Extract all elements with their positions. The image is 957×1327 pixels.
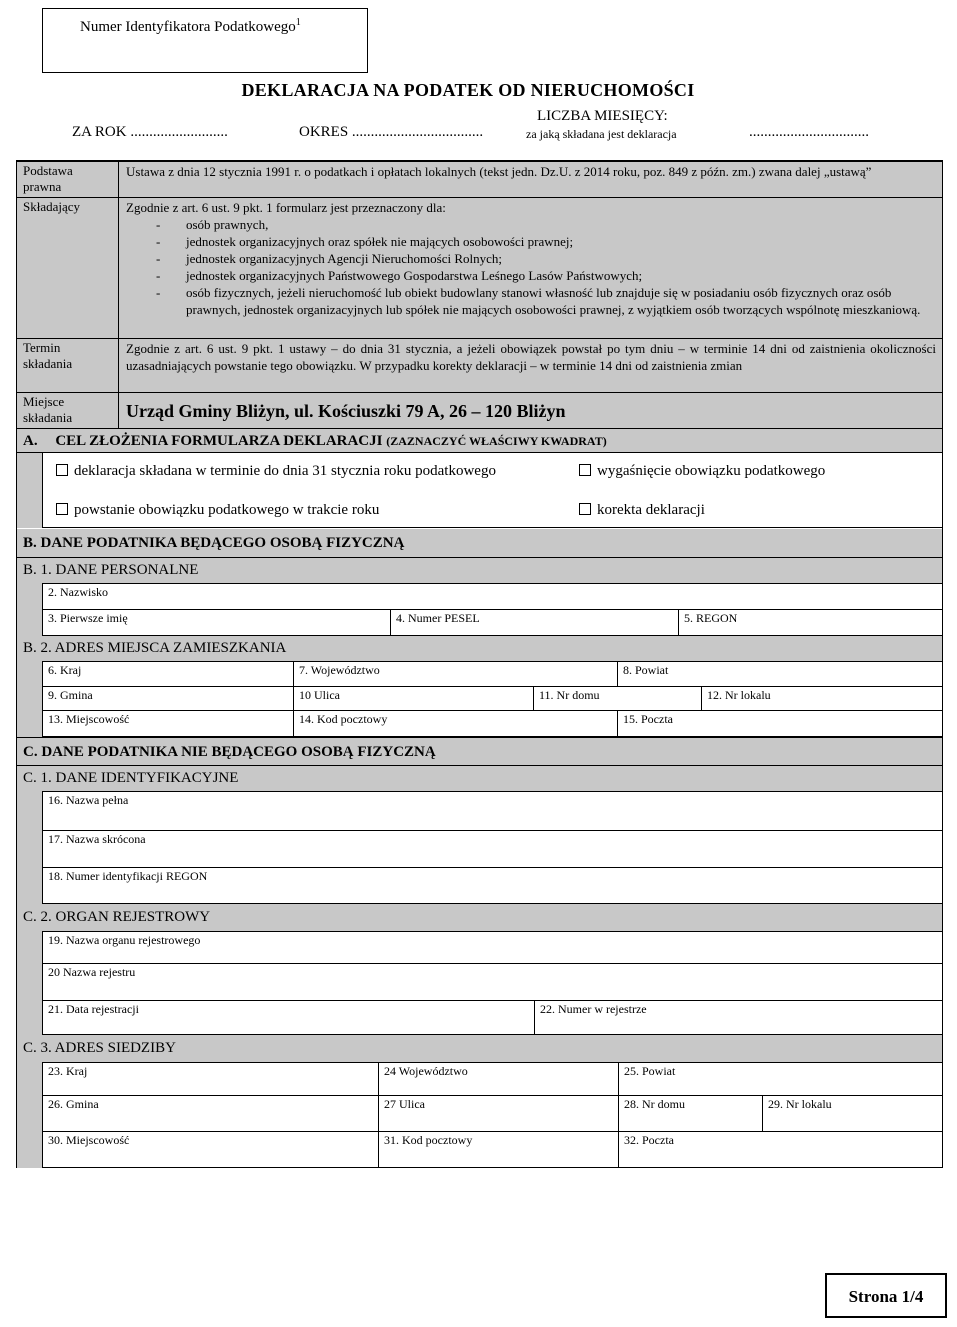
okres-field[interactable]: OKRES ................................... <box>299 124 484 140</box>
field-pesel[interactable]: 4. Numer PESEL <box>390 610 678 636</box>
field-nazwa-skrocona[interactable]: 17. Nazwa skrócona <box>42 831 942 868</box>
checkbox-icon[interactable] <box>579 464 591 476</box>
skladajacy-intro: Zgodnie z art. 6 ust. 9 pkt. 1 formularz jest przeznaczony dla: <box>126 200 446 215</box>
option-powstanie[interactable]: powstanie obowiązku podatkowego w trakcie roku <box>56 502 379 519</box>
section-b2-margin <box>17 661 42 737</box>
field-nazwa-rejestru[interactable]: 20 Nazwa rejestru <box>42 964 942 1001</box>
skladajacy-row <box>17 198 942 339</box>
section-a-options <box>42 453 942 528</box>
section-a-note: (ZAZNACZYĆ WŁAŚCIWY KWADRAT) <box>386 434 607 448</box>
miejsce-row <box>17 393 942 429</box>
checkbox-icon[interactable] <box>56 503 68 515</box>
field-poczta[interactable]: 15. Poczta <box>617 711 942 737</box>
field-siedziba-nr-domu[interactable]: 28. Nr domu <box>618 1096 762 1132</box>
field-siedziba-gmina[interactable]: 26. Gmina <box>42 1096 378 1132</box>
section-a-letter: A. <box>23 433 38 449</box>
checkbox-icon[interactable] <box>579 503 591 515</box>
section-c1-margin <box>17 791 42 904</box>
termin-text: Zgodnie z art. 6 ust. 9 pkt. 1 ustawy – do dnia 31 stycznia, a jeżeli obowiązek powstał po tym dniu – w terminie 14 dni od zaistnienia okoliczności uzasadniających powstanie tego obowiązku. W przypadku korekty deklaracji – w terminie 14 dni od zaistnienia zmian <box>126 341 936 373</box>
field-gmina[interactable]: 9. Gmina <box>42 687 293 711</box>
section-a-margin <box>17 453 42 528</box>
field-nazwisko[interactable]: 2. Nazwisko <box>42 583 942 610</box>
list-item: - jednostek organizacyjnych Państwowego Gospodarstwa Leśnego Lasów Państwowych; <box>126 267 936 284</box>
list-item: - osób prawnych, <box>126 216 936 233</box>
option-wygasniecie[interactable]: wygaśnięcie obowiązku podatkowego <box>579 463 825 480</box>
field-nazwa-organu[interactable]: 19. Nazwa organu rejestrowego <box>42 931 942 964</box>
field-nr-domu[interactable]: 11. Nr domu <box>533 687 701 711</box>
section-c2-margin <box>17 931 42 1035</box>
section-b2-header: B. 2. ADRES MIEJSCA ZAMIESZKANIA <box>17 636 942 661</box>
field-regon[interactable]: 5. REGON <box>678 610 942 636</box>
field-ulica[interactable]: 10 Ulica <box>293 687 533 711</box>
nip-label: Numer Identyfikatora Podatkowego$^1$ <box>80 17 301 35</box>
declaration-form <box>16 160 943 1168</box>
section-a-header <box>17 429 942 453</box>
liczba-miesiecy-note: za jaką składana jest deklaracja <box>526 127 677 141</box>
field-kod-pocztowy[interactable]: 14. Kod pocztowy <box>293 711 617 737</box>
termin-label: Termin składania <box>17 339 119 392</box>
field-siedziba-powiat[interactable]: 25. Powiat <box>618 1062 942 1096</box>
field-siedziba-poczta[interactable]: 32. Poczta <box>618 1132 942 1168</box>
option-deklaracja-w-terminie[interactable]: deklaracja składana w terminie do dnia 31 stycznia roku podatkowego <box>56 463 496 480</box>
field-siedziba-miejscowosc[interactable]: 30. Miejscowość <box>42 1132 378 1168</box>
section-c1-header: C. 1. DANE IDENTYFIKACYJNE <box>17 766 942 791</box>
za-rok-field[interactable]: ZA ROK .......................... <box>72 124 228 140</box>
skladajacy-content <box>120 198 942 319</box>
podstawa-text: Ustawa z dnia 12 stycznia 1991 r. o podatkach i opłatach lokalnych (tekst jedn. Dz.U. z 2014 roku, poz. 849 z późn. zm.) zwana dalej „ustawą” <box>126 164 872 179</box>
field-siedziba-wojewodztwo[interactable]: 24 Województwo <box>378 1062 618 1096</box>
field-data-rejestracji[interactable]: 21. Data rejestracji <box>42 1001 534 1035</box>
field-wojewodztwo[interactable]: 7. Województwo <box>293 661 617 687</box>
section-a-title-text: CEL ZŁOŻENIA FORMULARZA DEKLARACJI <box>55 433 383 449</box>
miejsce-text: Urząd Gminy Bliżyn, ul. Kościuszki 79 A, 26 – 120 Bliżyn <box>126 401 566 421</box>
list-item: - jednostek organizacyjnych oraz spółek nie mających osobowości prawnej; <box>126 233 936 250</box>
field-siedziba-nr-lokalu[interactable]: 29. Nr lokalu <box>762 1096 942 1132</box>
section-b1-margin <box>17 583 42 636</box>
list-item: - jednostek organizacyjnych Agencji Nieruchomości Rolnych; <box>126 250 936 267</box>
page-number: Strona 1/4 <box>825 1273 947 1318</box>
field-siedziba-kraj[interactable]: 23. Kraj <box>42 1062 378 1096</box>
field-numer-w-rejestrze[interactable]: 22. Numer w rejestrze <box>534 1001 942 1035</box>
list-item: - osób fizycznych, jeżeli nieruchomość lub obiekt budowlany stanowi własność lub znajduje się w posiadaniu osób fizycznych oraz osób prawnych, jednostek organizacyjnych lub spółek nie mających osobowości prawnej, z wyjątkiem osób tworzących wspólnotę mieszkaniową. <box>126 284 936 318</box>
section-b1-header: B. 1. DANE PERSONALNE <box>17 558 942 583</box>
field-powiat[interactable]: 8. Powiat <box>617 661 942 687</box>
field-siedziba-kod-pocztowy[interactable]: 31. Kod pocztowy <box>378 1132 618 1168</box>
field-siedziba-ulica[interactable]: 27 Ulica <box>378 1096 618 1132</box>
nip-box[interactable] <box>42 8 368 73</box>
field-kraj[interactable]: 6. Kraj <box>42 661 293 687</box>
skladajacy-label: Składający <box>17 198 119 338</box>
field-pierwsze-imie[interactable]: 3. Pierwsze imię <box>42 610 390 636</box>
section-c2-header: C. 2. ORGAN REJESTROWY <box>17 904 942 931</box>
termin-row <box>17 339 942 393</box>
section-c3-header: C. 3. ADRES SIEDZIBY <box>17 1035 942 1062</box>
form-title: DEKLARACJA NA PODATEK OD NIERUCHOMOŚCI <box>241 80 695 100</box>
podstawa-label: Podstawa prawna <box>17 162 119 197</box>
section-b-header: B. DANE PODATNIKA BĘDĄCEGO OSOBĄ FIZYCZNĄ <box>17 529 942 558</box>
section-c3-margin <box>17 1062 42 1168</box>
section-c-header: C. DANE PODATNIKA NIE BĘDĄCEGO OSOBĄ FIZYCZNĄ <box>17 737 942 766</box>
podstawa-row <box>17 162 942 198</box>
checkbox-icon[interactable] <box>56 464 68 476</box>
option-korekta[interactable]: korekta deklaracji <box>579 502 705 519</box>
field-regon-identyfikacji[interactable]: 18. Numer identyfikacji REGON <box>42 868 942 904</box>
field-nr-lokalu[interactable]: 12. Nr lokalu <box>701 687 942 711</box>
liczba-miesiecy-label: LICZBA MIESIĘCY: <box>537 108 668 124</box>
field-nazwa-pelna[interactable]: 16. Nazwa pełna <box>42 791 942 831</box>
field-miejscowosc[interactable]: 13. Miejscowość <box>42 711 293 737</box>
miejsce-label: Miejsce składania <box>17 393 119 428</box>
liczba-miesiecy-field[interactable]: ................................ <box>749 124 869 140</box>
skladajacy-list <box>126 216 936 318</box>
